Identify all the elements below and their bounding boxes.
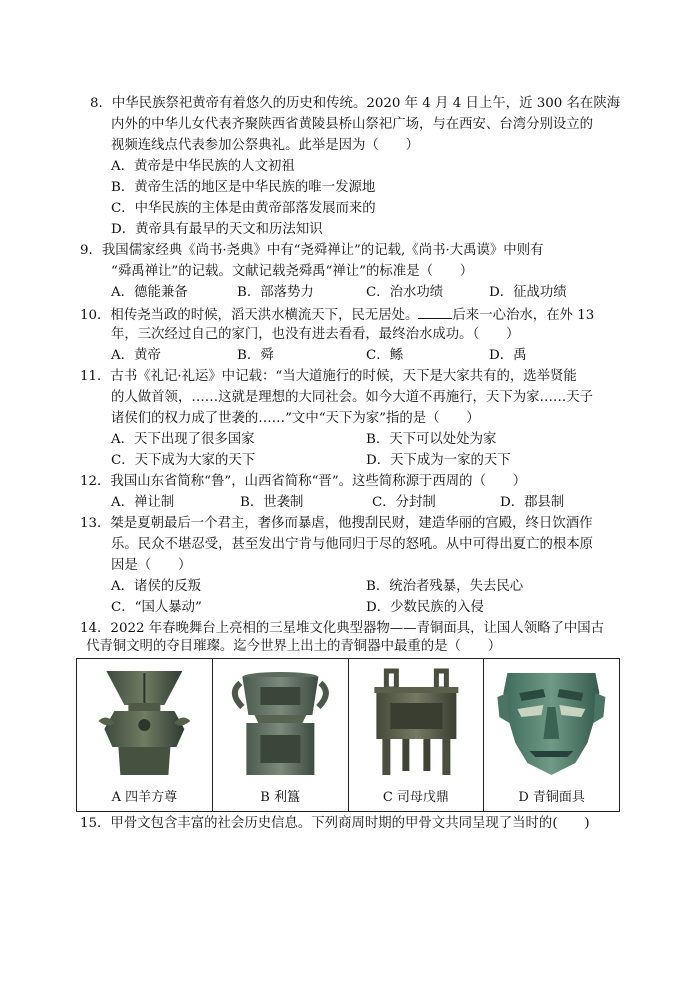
- q8-option-a[interactable]: A．黄帝是中华民族的人文初祖: [111, 159, 295, 174]
- q10-option-c[interactable]: C．鲧: [366, 348, 404, 363]
- q11-option-a[interactable]: A．天下出现了很多国家: [111, 432, 255, 447]
- q11-option-d[interactable]: D．天下成为一家的天下: [366, 453, 511, 468]
- q8-stem-line3: 视频连线点代表参加公祭典礼。此举是因为（ ）: [111, 138, 419, 153]
- q10-stem-line2: 年，三次经过自己的家门，也没有进去看看，最终治水成功。（ ）: [111, 327, 520, 342]
- q10-option-a[interactable]: A．黄帝: [111, 348, 161, 363]
- q11-stem-line3: 诸侯们的权力成了世袭的……”文中“天下为家”指的是（ ）: [111, 411, 480, 426]
- caption-a: A 四羊方尊: [111, 790, 178, 805]
- q8-option-c[interactable]: C．中华民族的主体是由黄帝部落发展而来的: [111, 201, 376, 216]
- q8-stem-line2: 内外的中华儿女代表齐聚陕西省黄陵县桥山祭祀广场，与在西安、台湾分别设立的: [111, 117, 594, 132]
- q9-option-a[interactable]: A．德能兼备: [111, 285, 188, 300]
- q9-stem-line1: 9．我国儒家经典《尚书·尧典》中有“尧舜禅让”的记载,《尚书·大禹谟》中则有: [80, 243, 544, 258]
- q9-stem-line2: “舜禹禅让”的记载。文献记载尧舜禹“禅让”的标准是（ ）: [111, 264, 474, 279]
- q10-option-d[interactable]: D．禹: [489, 348, 527, 363]
- simuwu-ding-image: [355, 663, 478, 781]
- q11-option-c[interactable]: C．天下成为大家的天下: [111, 453, 256, 468]
- q13-stem-line1: 13．桀是夏朝最后一个君主，奢侈而暴虐，他搜刮民财，建造华丽的宫殿，终日饮酒作: [80, 516, 593, 531]
- q12-option-c[interactable]: C．分封制: [372, 495, 436, 510]
- q15-stem-line1: 15．甲骨文包含丰富的社会历史信息。下列商周时期的甲骨文共同呈现了当时的( ): [80, 816, 590, 831]
- q12-stem-line1: 12．我国山东省简称“鲁”，山西省简称“晋”。这些简称源于西周的（ ）: [80, 474, 527, 489]
- answer-blank: [418, 304, 452, 319]
- figure-cell-b[interactable]: [213, 659, 349, 811]
- q11-stem-line1: 11．古书《礼记·礼运》中记载：“当大道施行的时候，天下是大家共有的，选举贤能: [80, 369, 577, 384]
- q13-option-c[interactable]: C．“国人暴动”: [111, 600, 202, 615]
- q9-option-b[interactable]: B．部落势力: [237, 285, 314, 300]
- q13-stem-line2: 乐。民众不堪忍受，甚至发出宁肯与他同归于尽的怒吼。从中可得出夏亡的根本原: [111, 537, 594, 552]
- q8-option-b[interactable]: B．黄帝生活的地区是中华民族的唯一发源地: [111, 180, 376, 195]
- q14-stem-line2: 代青铜文明的夺目璀璨。迄今世界上出土的青铜器中最重的是（ ）: [86, 639, 502, 654]
- q13-stem-line3: 因是（ ）: [111, 558, 192, 573]
- figure-cell-a[interactable]: [77, 659, 213, 811]
- caption-b: B 利簋: [260, 790, 300, 805]
- four-ram-zun-image: [83, 663, 206, 781]
- q9-option-c[interactable]: C．治水功绩: [366, 285, 444, 300]
- q8-stem-line1: 8．中华民族祭祀黄帝有着悠久的历史和传统。2020 年 4 月 4 日上午，近 300 名在陕海: [90, 96, 621, 111]
- q12-option-a[interactable]: A．禅让制: [111, 495, 175, 510]
- q10-option-b[interactable]: B．舜: [237, 348, 274, 363]
- caption-d: D 青铜面具: [518, 790, 585, 805]
- q13-option-a[interactable]: A．诸侯的反叛: [111, 579, 202, 594]
- q12-option-d[interactable]: D．郡县制: [500, 495, 565, 510]
- q11-option-b[interactable]: B．天下可以处处为家: [366, 432, 497, 447]
- q13-option-b[interactable]: B．统治者残暴，失去民心: [366, 579, 524, 594]
- q12-option-b[interactable]: B．世袭制: [240, 495, 304, 510]
- q13-option-d[interactable]: D．少数民族的入侵: [366, 600, 484, 615]
- q8-option-d[interactable]: D．黄帝具有最早的天文和历法知识: [111, 222, 323, 237]
- q11-stem-line2: 的人做首领，……这就是理想的大同社会。如今大道不再施行，天下为家……天子: [111, 390, 594, 405]
- q10-stem-line1: [80, 304, 594, 324]
- li-gui-image: [219, 663, 342, 781]
- q9-option-d[interactable]: D．征战功绩: [489, 285, 567, 300]
- q10-stem-part1: 10．相传尧当政的时候，滔天洪水横流天下，民无居处。: [80, 308, 419, 323]
- q14-stem-line1: 14．2022 年春晚舞台上亮相的三星堆文化典型器物——青铜面具，让国人领略了中国古: [80, 621, 605, 636]
- q10-stem-part2: 后来一心治水，在外 13: [452, 308, 595, 323]
- figure-cell-c[interactable]: [349, 659, 485, 811]
- figure-cell-d[interactable]: [484, 659, 619, 811]
- caption-c: C 司母戊鼎: [382, 790, 449, 805]
- bronze-mask-image: [490, 663, 613, 781]
- bronze-figure-table: [76, 658, 620, 812]
